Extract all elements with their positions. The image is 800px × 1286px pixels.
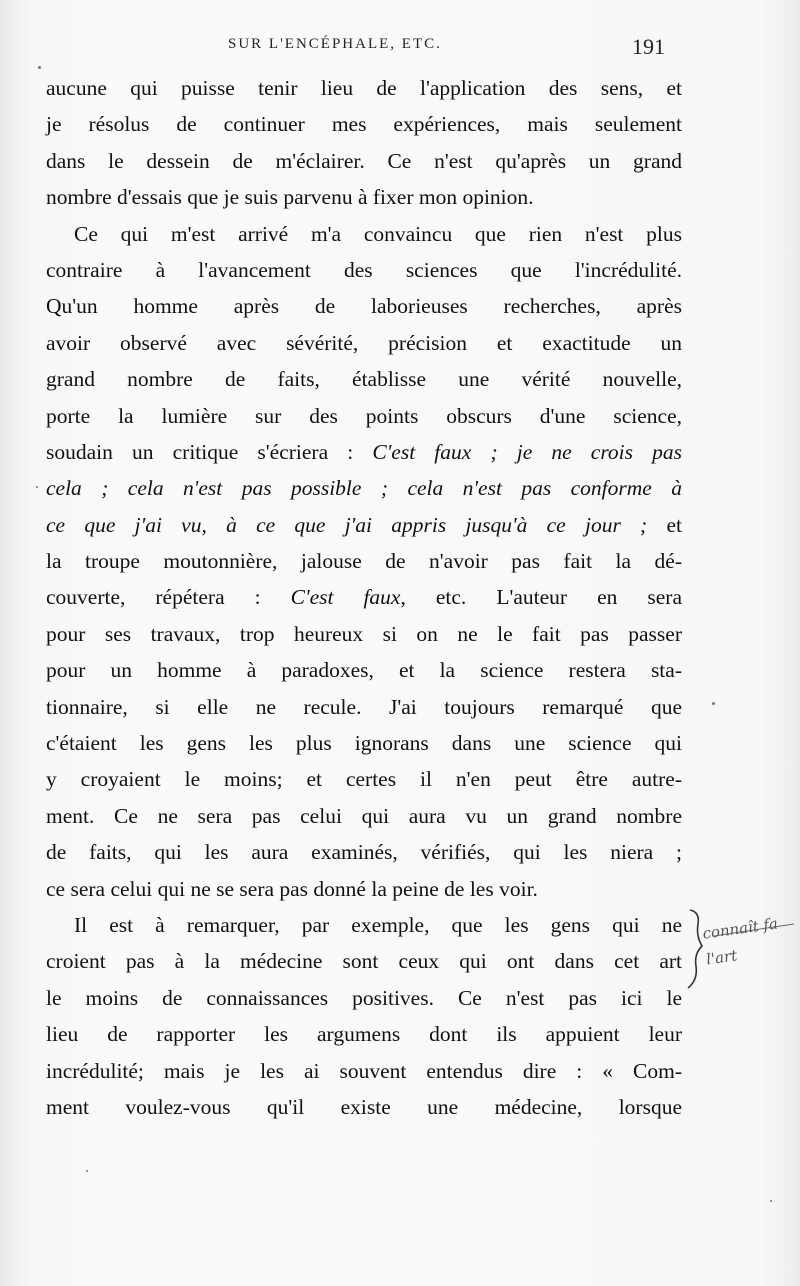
text-segment: , etc. L'auteur en sera bbox=[400, 585, 682, 610]
paper-speck bbox=[770, 1200, 772, 1202]
italic-quote: ce que j'ai vu, à ce que j'ai appris jusqu'à ce jour ; bbox=[46, 512, 648, 537]
text-line: avoir observé avec sévérité, précision et exactitude un bbox=[46, 330, 682, 355]
text-line: tionnaire, si elle ne recule. J'ai toujours remarqué que bbox=[46, 694, 682, 719]
text-line: Il est à remarquer, par exemple, que les gens qui ne bbox=[74, 912, 682, 937]
text-segment: couverte, répétera : bbox=[46, 585, 261, 610]
paper-speck bbox=[38, 66, 41, 69]
text-line: porte la lumière sur des points obscurs d'une science, bbox=[46, 403, 682, 428]
text-line: ment voulez-vous qu'il existe une médecine, lorsque bbox=[46, 1094, 682, 1119]
italic-quote-line: cela ; cela n'est pas possible ; cela n'est pas conforme à bbox=[46, 476, 682, 501]
text-line: lieu de rapporter les argumens dont ils appuient leur bbox=[46, 1022, 682, 1047]
text-segment: soudain un critique s'écriera : bbox=[46, 439, 354, 464]
text-line: je résolus de continuer mes expériences, mais seulement bbox=[46, 112, 682, 137]
text-line: Ce qui m'est arrivé m'a convaincu que rien n'est plus bbox=[74, 221, 682, 246]
text-line: Qu'un homme après de laborieuses recherches, après bbox=[46, 294, 682, 319]
text-line: aucune qui puisse tenir lieu de l'application des sens, et bbox=[46, 76, 682, 100]
text-line: pour un homme à paradoxes, et la science restera sta- bbox=[46, 658, 682, 683]
text-line bbox=[46, 507, 682, 543]
text-line bbox=[46, 434, 682, 470]
text-line: c'étaient les gens les plus ignorans dans une science qui bbox=[46, 731, 682, 756]
running-title: SUR L'ENCÉPHALE, ETC. bbox=[228, 36, 442, 52]
text-line: le moins de connaissances positives. Ce n'est pas ici le bbox=[46, 985, 682, 1010]
margin-note-line: l'art bbox=[705, 946, 739, 969]
text-line: croient pas à la médecine sont ceux qui ont dans cet art bbox=[46, 949, 682, 974]
text-line: nombre d'essais que je suis parvenu à fixer mon opinion. bbox=[46, 185, 534, 210]
handwritten-margin-note bbox=[684, 906, 800, 996]
page-number: 191 bbox=[632, 34, 665, 59]
text-line: la troupe moutonnière, jalouse de n'avoir pas fait la dé- bbox=[46, 549, 682, 574]
paper-speck bbox=[86, 1170, 88, 1172]
text-line: pour ses travaux, trop heureux si on ne le fait pas passer bbox=[46, 621, 682, 646]
running-head bbox=[0, 36, 800, 58]
margin-note-line: connaît fa bbox=[701, 914, 779, 943]
text-line: dans le dessein de m'éclairer. Ce n'est qu'après un grand bbox=[46, 148, 682, 173]
paper-speck bbox=[712, 702, 715, 705]
italic-quote: C'est faux ; je ne crois pas bbox=[372, 439, 682, 464]
body-text bbox=[46, 70, 682, 1125]
text-line bbox=[46, 579, 682, 615]
italic-quote: C'est faux bbox=[290, 585, 401, 610]
text-line: ment. Ce ne sera pas celui qui aura vu un grand nombre bbox=[46, 803, 682, 828]
text-line: y croyaient le moins; et certes il n'en peut être autre- bbox=[46, 767, 682, 792]
text-line: contraire à l'avancement des sciences que l'incrédulité. bbox=[46, 257, 682, 282]
text-line: ce sera celui qui ne se sera pas donné la peine de les voir. bbox=[46, 876, 538, 901]
paper-speck bbox=[36, 486, 38, 488]
text-line: grand nombre de faits, établisse une vérité nouvelle, bbox=[46, 367, 682, 392]
text-segment: et bbox=[666, 512, 682, 537]
text-line: de faits, qui les aura examinés, vérifiés, qui les niera ; bbox=[46, 840, 682, 865]
text-line: incrédulité; mais je les ai souvent entendus dire : « Com- bbox=[46, 1058, 682, 1083]
